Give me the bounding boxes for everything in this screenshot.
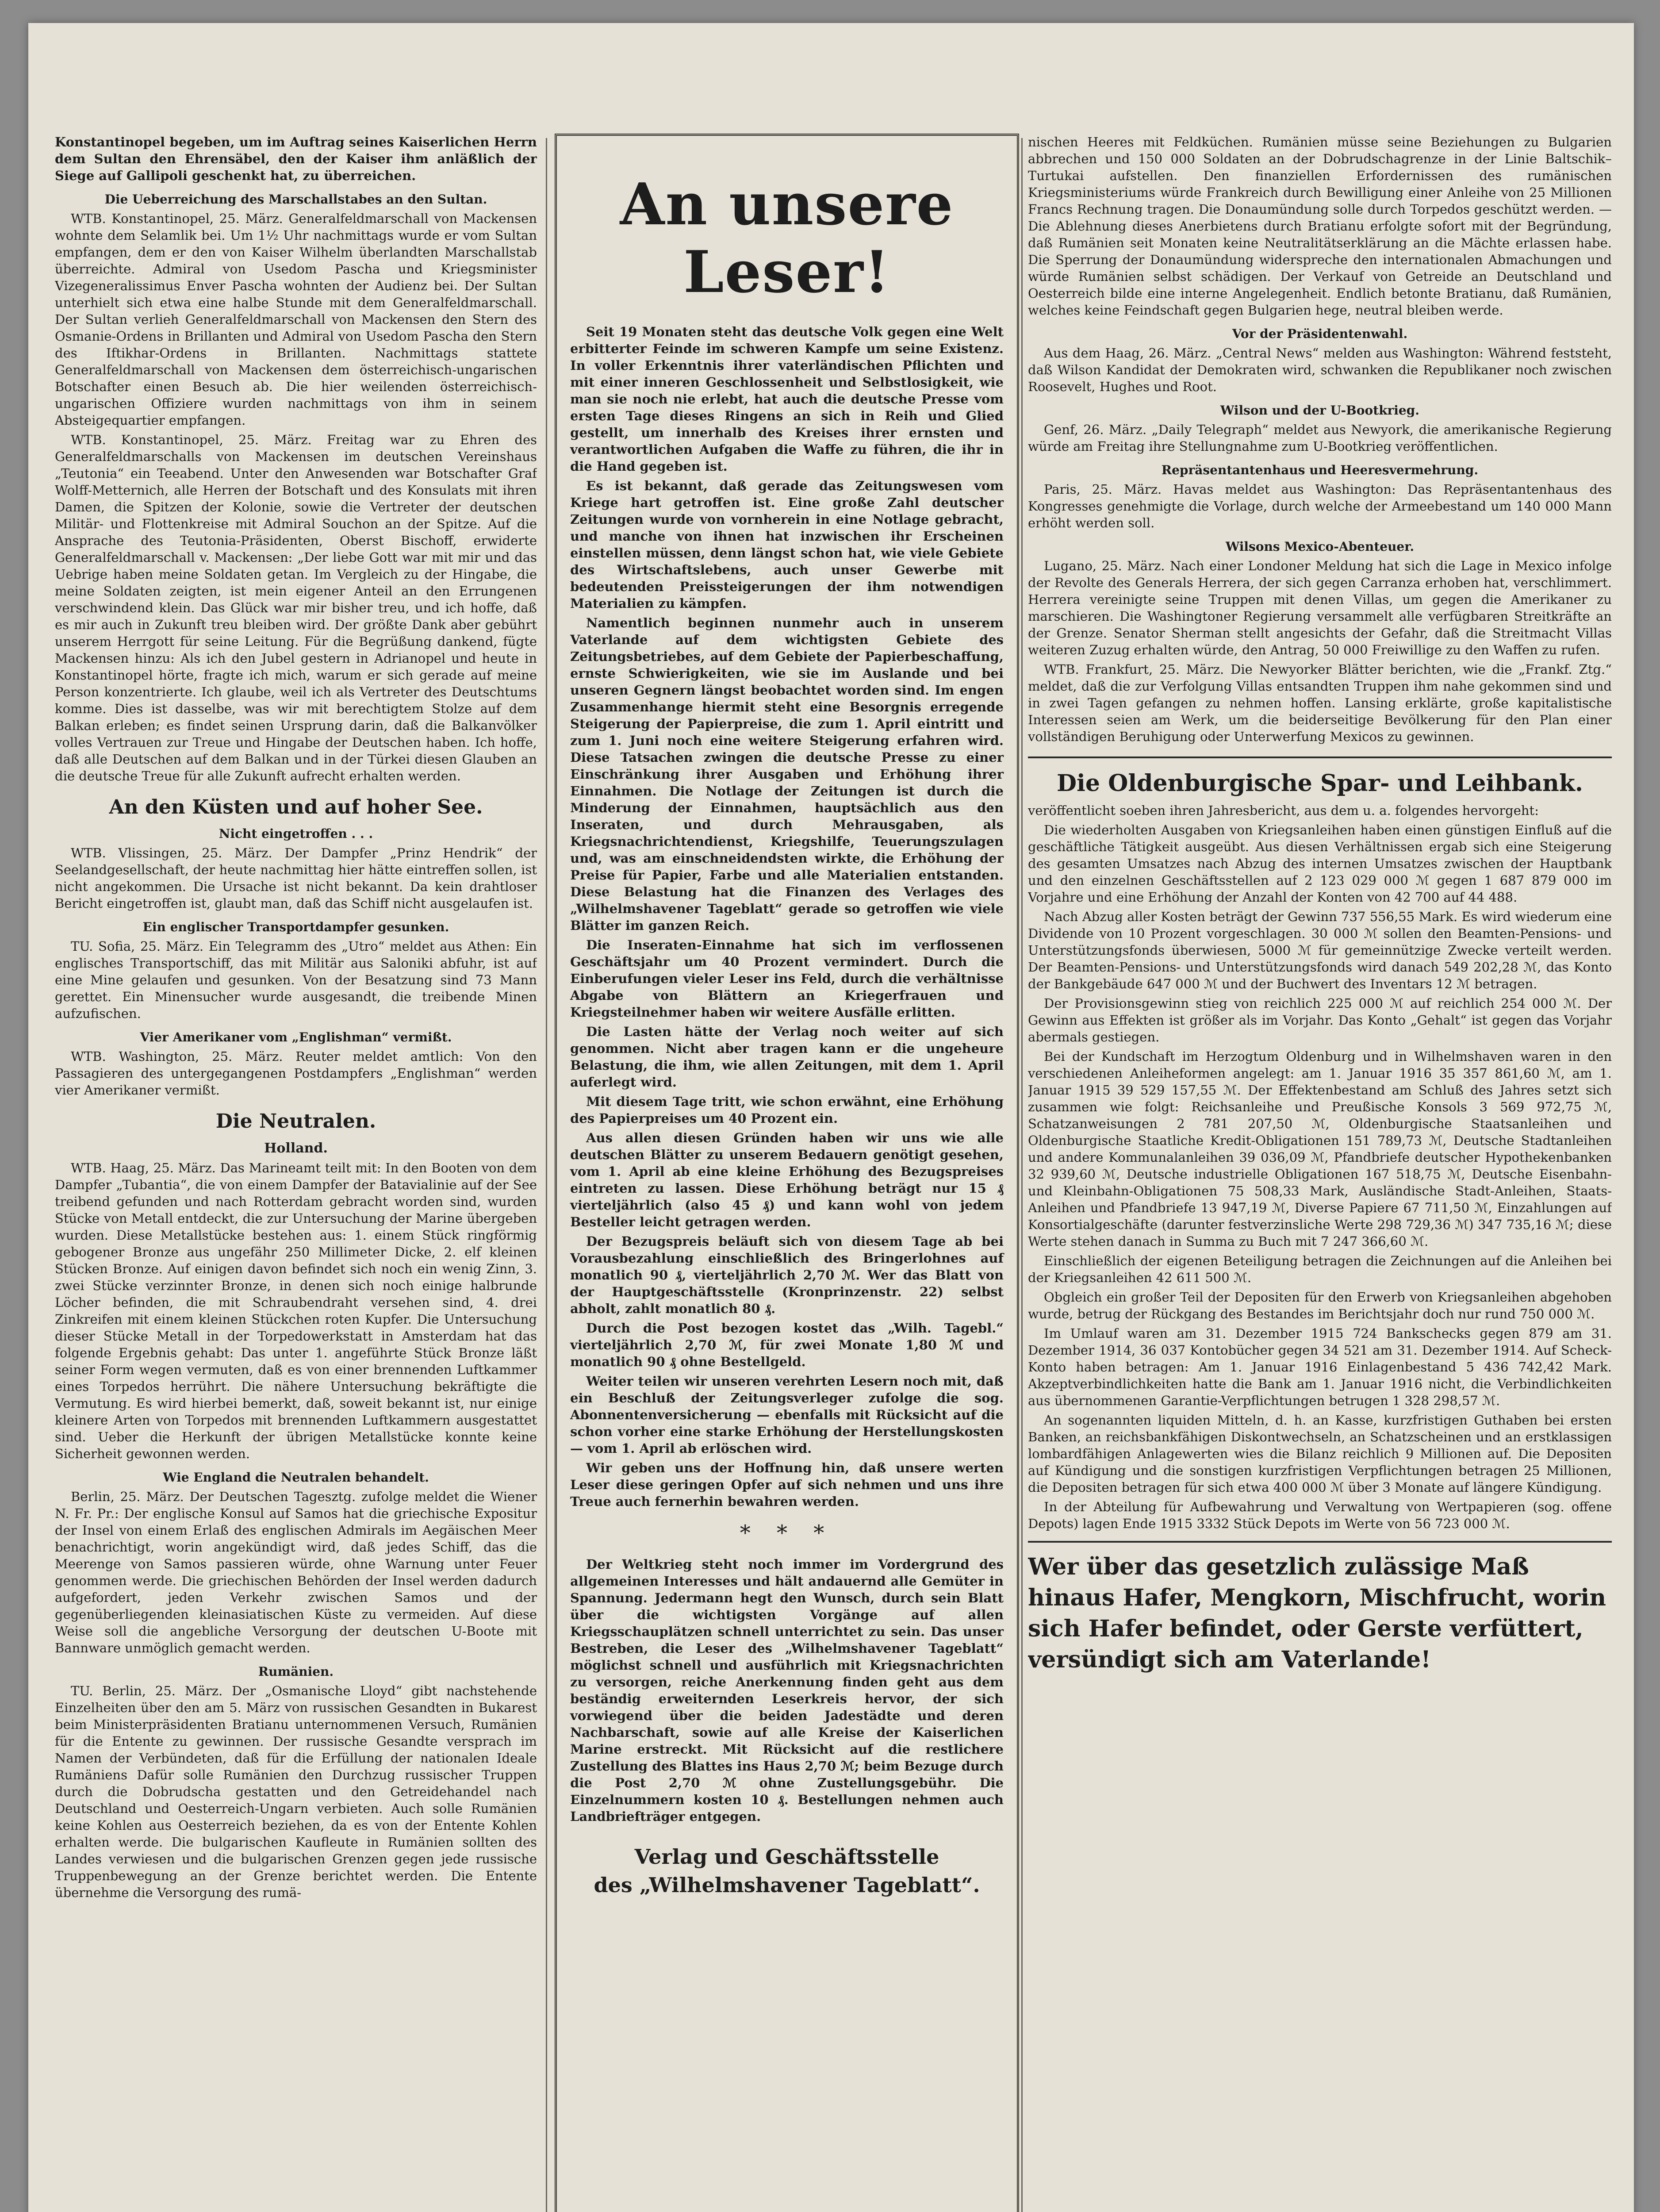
paragraph: In der Abteilung für Aufbewahrung und Verwaltung von Wertpapieren (sog. offene Depots) lagen Ende 1915 3332 Stück Depots im Werte von 56 723 000 ℳ. bbox=[1028, 1499, 1612, 1531]
paragraph: Mit diesem Tage tritt, wie schon erwähnt, eine Erhöhung des Papierpreises um 40 Prozent ein. bbox=[570, 1094, 1004, 1126]
paragraph: Seit 19 Monaten steht das deutsche Volk gegen eine Welt erbitterter Feinde im schweren Kampfe um seine Existenz. In voller Erkenntnis ihrer vaterländischen Pflichten und mit einer inneren Geschlossenheit und Selbstlosigkeit, wie man sie noch nie erlebt, hat auch die deutsche Presse vom ersten Tage dieses Ringens an sich in Reih und Glied gestellt, um innerhalb des Kreises ihrer ernsten und verantwortlichen Aufgaben die Waffe zu führen, die ihr in die Hand gegeben ist. bbox=[570, 324, 1004, 474]
paragraph: Aus allen diesen Gründen haben wir uns wie alle deutschen Blätter zu unserem Bedauern genötigt gesehen, vom 1. April ab eine kleine Erhöhung des Bezugspreises eintreten zu lassen. Diese Erhöhung beträgt nur 15 ₰ vierteljährlich (also 45 ₰) und kann wohl von jedem Besteller leicht getragen werden. bbox=[570, 1130, 1004, 1229]
subheading-marschallstab: Die Ueberreichung des Marschallstabes an den Sultan. bbox=[104, 192, 487, 207]
column-left bbox=[55, 134, 537, 2212]
paragraph: Aus dem Haag, 26. März. „Central News“ melden aus Washington: Während feststeht, daß Wilson Kandidat der Demokraten wird, schwanken die Republikaner noch zwischen Roosevelt, Hughes und Root. bbox=[1028, 346, 1612, 394]
paragraph: Die Lasten hätte der Verlag noch weiter auf sich genommen. Nicht aber tragen kann er die ungeheure Belastung, die ihm, wie allen Zeitungen, mit dem 1. April auferlegt wird. bbox=[570, 1024, 1004, 1090]
paragraph: nischen Heeres mit Feldküchen. Rumänien müsse seine Beziehungen zu Bulgarien abbrechen und 150 000 Soldaten an der Dobrudschagrenze in der Linie Baltschik–Turtukai aufstellen. Den finanziellen Erfordernissen des rumänischen Kriegsministeriums würde Frankreich durch Bewilligung einer Anleihe von 25 Millionen Francs Rechnung tragen. Die Donaumündung solle durch Torpedos geschützt werden. — Die Ablehnung dieses Anerbietens durch Bratianu erfolgte sofort mit der Begründung, daß Rumänien seit Monaten keine Neutralitätserklärung an die Mächte erlassen habe. Die Sperrung der Donaumündung widerspreche den internationalen Abmachungen und würde Rumänien selbst schädigen. Der Verkauf von Getreide an Deutschland und Oesterreich bilde eine interne Angelegenheit. Endlich betonte Bratianu, daß Rumänien, welches keine Feindschaft gegen Bulgarien hege, neutral bleiben werde. bbox=[1028, 134, 1612, 318]
paragraph: Der Provisionsgewinn stieg von reichlich 225 000 ℳ auf reichlich 254 000 ℳ. Der Gewinn aus Effekten ist größer als im Vorjahr. Das Konto „Gehalt“ ist gegen das Vorjahr abermals gestiegen. bbox=[1028, 996, 1612, 1045]
paragraph: Weiter teilen wir unseren verehrten Lesern noch mit, daß ein Beschluß der Zeitungsverleger zufolge die sog. Abonnentenversicherung — ebenfalls mit Rücksicht auf die schon vorher eine starke Erhöhung der Herstellungskosten — vom 1. April ab erlöschen wird. bbox=[570, 1374, 1004, 1456]
paragraph: Namentlich beginnen nunmehr auch in unserem Vaterlande auf dem wichtigsten Gebiete des Zeitungsbetriebes, auf dem Gebiete der Papierbeschaffung, ernste Schwierigkeiten, wie sie im Auslande und bei unseren Gegnern längst beobachtet worden sind. Im engen Zusammenhange hiermit steht eine Besorgnis erregende Steigerung der Papierpreise, die zum 1. April eintritt und zum 1. Juni noch eine weitere Steigerung erfahren wird. Diese Tatsachen zwingen die deutsche Presse zu einer Einschränkung ihrer Ausgaben und Erhöhung ihrer Einnahmen. Die Notlage der Zeitungen ist durch die Minderung der Einnahmen, hauptsächlich aus den Inseraten, und durch Mehrausgaben, als Kriegsnachrichtendienst, Kriegshilfe, Teuerungszulagen und, was am einschneidendsten wirkte, die Erhöhung der Preise für Papier, Farbe und alle Materialien entstanden. Diese Belastung hat die Finanzen des Verlages des „Wilhelmshavener Tageblatt“ gerade so getroffen wie viele Blätter im ganzen Reich. bbox=[570, 615, 1004, 933]
paragraph: WTB. Washington, 25. März. Reuter meldet amtlich: Von den Passagieren des untergegangenen Postdampfers „Englishman“ werden vier Amerikaner vermißt. bbox=[55, 1049, 537, 1098]
separator-stars: * * * bbox=[740, 1521, 834, 1545]
column-divider bbox=[546, 138, 547, 2212]
paragraph: WTB. Konstantinopel, 25. März. Generalfeldmarschall von Mackensen wohnte dem Selamlik bei. Um 1½ Uhr nachmittags wurde er vom Sultan empfangen, dem er den von Kaiser Wilhelm überlandten Marschallstab überreichte. Admiral von Usedom Pascha und Kriegsminister Vizegeneralissimus Enver Pascha wohnten der Audienz bei. Der Sultan unterhielt sich etwa eine halbe Stunde mit dem Generalfeldmarschall. Der Sultan verlieh Generalfeldmarschall von Mackensen den Stern des Osmanie-Ordens in Brillanten und Admiral von Usedom Pascha den Stern des Iftikhar-Ordens in Brillanten. Nachmittags stattete Generalfeldmarschall von Mackensen dem österreichisch-ungarischen Botschafter einen Besuch ab. Die hier weilenden österreichisch-ungarischen Offiziere wurden nachmittags von ihm in seinem Absteigequartier empfangen. bbox=[55, 211, 537, 428]
publisher-line: Verlag und Geschäftsstelle bbox=[634, 1845, 939, 1869]
paragraph: WTB. Frankfurt, 25. März. Die Newyorker Blätter berichten, wie die „Frankf. Ztg.“ meldet, daß die zur Verfolgung Villas entsandten Truppen ihm nahe gekommen sind und in zwei Tagen gefangen zu nehmen hoffen. Lansing erklärte, große kapitalistische Interessen seien am Werk, um die beiderseitige Bevölkerung für den Plan einer vollständigen Beruhigung oder Unterwerfung Mexicos zu gewinnen. bbox=[1028, 662, 1612, 744]
paragraph: Der Bezugspreis beläuft sich von diesem Tage ab bei Vorausbezahlung einschließlich des Bringerlohnes auf monatlich 90 ₰, vierteljährlich 2,70 ℳ. Wer das Blatt von der Hauptgeschäftsstelle (Kronprinzenstr. 22) selbst abholt, zahlt monatlich 80 ₰. bbox=[570, 1234, 1004, 1316]
subheading: Holland. bbox=[264, 1141, 328, 1156]
subheading: Rumänien. bbox=[258, 1664, 334, 1679]
notice-box bbox=[555, 134, 1019, 2212]
paragraph: TU. Berlin, 25. März. Der „Osmanische Lloyd“ gibt nachstehende Einzelheiten über den am 5. März von russischen Gesandten in Bukarest beim Ministerpräsidenten Bratianu unternommenen Versuch, Rumänien für die Entente zu gewinnen. Der russische Gesandte versprach im Namen der Verbündeten, daß für die Erfüllung der nationalen Ideale Rumäniens Dafür solle Rumänien den Durchzug russischer Truppen durch die Dobrudscha gestatten und den Getreidehandel nach Deutschland und Oesterreich-Ungarn verbieten. Auch solle Rumänien keine Kohlen aus Oesterreich beziehen, da es von der Entente Kohlen erhalten werde. Die bulgarischen Kaufleute in Rumänien sollten des Landes verwiesen und die bulgarischen Grenzen gegen jede russische Truppenbewegung an der Grenze berichtet werden. Die Entente übernehme die Versorgung des rumä- bbox=[55, 1683, 537, 1900]
paragraph: Es ist bekannt, daß gerade das Zeitungswesen vom Kriege hart getroffen ist. Eine große Zahl deutscher Zeitungen wurde von vornherein in eine Notlage gebracht, und manche von ihnen hat inzwischen ihr Erscheinen einstellen müssen, denn längst schon hat, wie viele Gebiete des Wirtschaftslebens, auch unser Gewerbe mit bedeutenden Preissteigerungen der ihm notwendigen Materialien zu kämpfen. bbox=[570, 478, 1004, 611]
paragraph: Wir geben uns der Hoffnung hin, daß unsere werten Leser diese geringen Opfer auf sich nehmen und uns ihre Treue auch fernerhin bewahren werden. bbox=[570, 1460, 1004, 1509]
article-intro: Konstantinopel begeben, um im Auftrag seines Kaiserlichen Herrn dem Sultan den Ehrensäbel, den der Kaiser ihm anläßlich der Siege auf Gallipoli geschenkt hat, zu überreichen. bbox=[55, 134, 537, 183]
newspaper-page bbox=[28, 23, 1634, 2212]
bank-heading: Die Oldenburgische Spar- und Leihbank. bbox=[1028, 757, 1612, 797]
paragraph: An sogenannten liquiden Mitteln, d. h. an Kasse, kurzfristigen Guthaben bei ersten Banken, an reichsbankfähigen Diskontwechseln, an Schatzscheinen und an erstklassigen lombardfähigen Anlagewerten wies die Bilanz reichlich 9 Millionen auf. Die Depositen auf Kündigung und die sonstigen kurzfristigen Verpflichtungen betragen 25 Millionen, die Depositen betragen für sich etwa 400 000 ℳ über 3 Monate auf längere Kündigung. bbox=[1028, 1413, 1612, 1495]
subheading: Wilsons Mexico-Abenteuer. bbox=[1225, 539, 1415, 554]
paragraph: veröffentlicht soeben ihren Jahresbericht, aus dem u. a. folgendes hervorgeht: bbox=[1028, 803, 1539, 818]
advertisement-hafer: Wer über das gesetzlich zulässige Maß hinaus Hafer, Mengkorn, Mischfrucht, worin sich Hafer befindet, oder Gerste verfüttert, versündigt sich am Vaterlande! bbox=[1028, 1553, 1606, 1673]
paragraph: Der Weltkrieg steht noch immer im Vordergrund des allgemeinen Interesses und hält andauernd alle Gemüter in Spannung. Jedermann hegt den Wunsch, durch sein Blatt über die wichtigsten Vorgänge auf allen Kriegsschauplätzen schnell unterrichtet zu sein. Das unser Bestreben, die Leser des „Wilhelmshavener Tageblatt“ möglichst schnell und ausführlich mit Kriegsnachrichten zu versorgen, reiche Anerkennung finden geht aus dem beständig erweiternden Leserkreis hervor, der sich vorwiegend über die beiden Jadestädte und deren Nachbarschaft, sowie auf alle Kreise der Kaiserlichen Marine erstreckt. Mit Rücksicht auf die restlichere Zustellung des Blattes ins Haus 2,70 ℳ; beim Bezuge durch die Post 2,70 ℳ ohne Zustellungsgebühr. Die Einzelnummern kosten 10 ₰. Bestellungen nehmen auch Landbriefträger entgegen. bbox=[570, 1557, 1004, 1824]
paragraph: Obgleich ein großer Teil der Depositen für den Erwerb von Kriegsanleihen abgehoben wurde, betrug der Rückgang des Bestandes im Berichtsjahr doch nur rund 750 000 ℳ. bbox=[1028, 1290, 1612, 1321]
paragraph: Durch die Post bezogen kostet das „Wilh. Tagebl.“ vierteljährlich 2,70 ℳ, für zwei Monate 1,80 ℳ und monatlich 90 ₰ ohne Bestellgeld. bbox=[570, 1321, 1004, 1369]
divider-rule bbox=[1028, 1541, 1612, 1543]
section-heading-see: An den Küsten und auf hoher See. bbox=[109, 796, 483, 818]
column-center bbox=[555, 134, 1019, 2212]
subheading: Vier Amerikaner vom „Englishman“ vermißt. bbox=[140, 1030, 452, 1045]
subheading: Nicht eingetroffen . . . bbox=[219, 826, 373, 841]
paragraph: Einschließlich der eigenen Beteiligung betragen die Zeichnungen auf die Anleihen bei der Kriegsanleihen 42 611 500 ℳ. bbox=[1028, 1253, 1612, 1285]
subheading: Ein englischer Transportdampfer gesunken. bbox=[142, 920, 449, 934]
paragraph: Die wiederholten Ausgaben von Kriegsanleihen haben einen günstigen Einfluß auf die geschäftliche Tätigkeit ausgeübt. Aus diesen Verhältnissen ergab sich eine Steigerung des gesamten Umsatzes nach Abzug des internen Umsatzes zwischen der Hauptbank und den einzelnen Geschäftsstellen auf 2 123 029 000 ℳ gegen 1 687 879 000 im Vorjahre und eine Erhöhung der Anzahl der Konten von 42 700 auf 44 488. bbox=[1028, 822, 1612, 905]
notice-title: An unsere Leser! bbox=[620, 170, 954, 306]
paragraph: Nach Abzug aller Kosten beträgt der Gewinn 737 556,55 Mark. Es wird wiederum eine Dividende von 10 Prozent vorgeschlagen. 30 000 ℳ sollen den Beamten-Pensions- und Unterstützungsfonds überwiesen, 5000 ℳ für gemeinnützige Zwecke verteilt werden. Der Beamten-Pensions- und Unterstützungsfonds wird danach 549 202,28 ℳ, das Konto der Bankgebäude 647 000 ℳ und der Buchwert des Inventars 12 ℳ betragen. bbox=[1028, 909, 1612, 991]
paragraph: Paris, 25. März. Havas meldet aus Washington: Das Repräsentantenhaus des Kongresses genehmigte die Vorlage, durch welche der Armeebestand um 140 000 Mann erhöht werden soll. bbox=[1028, 482, 1612, 530]
paragraph: Im Umlauf waren am 31. Dezember 1915 724 Bankschecks gegen 879 am 31. Dezember 1914, 36 037 Kontobücher gegen 34 521 am 31. Dezember 1914. Auf Scheck-Konto haben betragen: Am 1. Januar 1916 Einlagenbestand 5 436 742,42 Mark. Akzeptverbindlichkeiten hatte die Bank am 1. Januar 1916 nicht, die Verbindlichkeiten aus übernommenen Garantie-Verpflichtungen betrugen 1 328 298,57 ℳ. bbox=[1028, 1326, 1612, 1408]
subheading: Wilson und der U-Bootkrieg. bbox=[1220, 403, 1420, 418]
column-right bbox=[1028, 134, 1612, 2212]
paragraph: Die Inseraten-Einnahme hat sich im verflossenen Geschäftsjahr um 40 Prozent vermindert. Durch die Einberufungen vieler Leser ins Feld, durch die verhältnisse Abgabe von Blättern an Kriegerfrauen und Kriegsteilnehmer haben wir weitere Ausfälle erlitten. bbox=[570, 937, 1004, 1020]
subheading: Wie England die Neutralen behandelt. bbox=[163, 1470, 429, 1485]
publisher-signature bbox=[570, 1843, 1004, 1899]
subheading: Repräsentantenhaus und Heeresvermehrung. bbox=[1161, 463, 1479, 477]
paragraph: WTB. Konstantinopel, 25. März. Freitag war zu Ehren des Generalfeldmarschalls von Mackensen im deutschen Vereinshaus „Teutonia“ ein Teeabend. Unter den Anwesenden war Botschafter Graf Wolff-Metternich, alle Herren der Botschaft und des Konsulats mit ihren Damen, die Spitzen der Kolonie, sowie die Vertreter der deutschen Militär- und Flottenkreise mit Admiral Souchon an der Spitze. Auf die Ansprache des Teutonia-Präsidenten, Oberst Bischoff, erwiderte Generalfeldmarschall v. Mackensen: „Der liebe Gott war mit mir und das Uebrige haben meine Soldaten getan. Im Vergleich zu der Hingabe, die meine Soldaten zeigten, ist mein eigener Anteil an den Errungenen verschwindend klein. Das Glück war mir bisher treu, und ich hoffe, daß es mir auch in Zukunft treu bleiben wird. Der größte Dank aber gebührt unserem Herrgott für seine Leitung. Für die Begrüßung dankend, fügte Mackensen hinzu: Als ich den Jubel gestern in Adrianopel und heute in Konstantinopel hörte, fragte ich mich, warum er sich gerade auf meine Person konzentrierte. Ich glaube, weil ich als Vertreter des Deutschtums komme. Dies ist dasselbe, was wir mit berechtigtem Stolze auf dem Balkan erleben; es findet seinen Ursprung darin, daß die Balkanvölker volles Vertrauen zur Treue und Hingabe der Deutschen haben. Ich hoffe, daß alle Deutschen auf dem Balkan und in der Türkei diesen Glauben an die deutsche Treue für alle Zukunft aufrecht erhalten werden. bbox=[55, 432, 537, 783]
paragraph: TU. Sofia, 25. März. Ein Telegramm des „Utro“ meldet aus Athen: Ein englisches Transportschiff, das mit Militär aus Saloniki abfuhr, ist auf eine Mine gelaufen und gesunken. Von der Besatzung sind 73 Mann gerettet. Ein Minensucher wurde ausgesandt, die treibende Minen aufzufischen. bbox=[55, 939, 537, 1021]
paragraph: Genf, 26. März. „Daily Telegraph“ meldet aus Newyork, die amerikanische Regierung würde am Freitag ihre Stellungnahme zum U-Bootkrieg veröffentlichen. bbox=[1028, 422, 1612, 454]
subheading: Vor der Präsidentenwahl. bbox=[1232, 326, 1408, 341]
publisher-line: des „Wilhelmshavener Tageblatt“. bbox=[594, 1873, 980, 1897]
section-heading-neutralen: Die Neutralen. bbox=[215, 1110, 376, 1133]
paragraph: Bei der Kundschaft im Herzogtum Oldenburg und in Wilhelmshaven waren in den verschiedenen Anleiheformen angelegt: am 1. Januar 1916 35 357 861,60 ℳ, am 1. Januar 1915 39 529 157,55 ℳ. Der Effektenbestand am Schluß des Jahres setzt sich zusammen wie folgt: Reichsanleihe und Preußische Konsols 3 569 972,75 ℳ, Schatzanweisungen 2 781 207,50 ℳ, Oldenburgische Staatsanleihen und Oldenburgische Staatliche Kredit-Obligationen 151 789,73 ℳ, Deutsche Stadtanleihen und andere Kommunalanleihen 39 036,09 ℳ, Pfandbriefe deutscher Hypothekenbanken 32 939,60 ℳ, Deutsche industrielle Obligationen 167 518,75 ℳ, Deutsche Eisenbahn- und Kleinbahn-Obligationen 75 508,33 Mark, Ausländische Stadt-Anleihen, Staats-Anleihen und Pfandbriefe 13 947,19 ℳ, Diverse Papiere 67 711,50 ℳ, Einzahlungen auf Konsortialgeschäfte (darunter festverzinsliche Werte 298 729,36 ℳ) 347 735,16 ℳ; diese Werte stehen danach in Summa zu Buch mit 7 247 366,60 ℳ. bbox=[1028, 1049, 1612, 1249]
paragraph: WTB. Vlissingen, 25. März. Der Dampfer „Prinz Hendrik“ der Seelandgesellschaft, der heute nachmittag hier hätte eintreffen sollen, ist nicht angekommen. Die Ursache ist nicht bekannt. Da kein drahtloser Bericht eingetroffen ist, glaubt man, daß das Schiff nicht ausgelaufen ist. bbox=[55, 845, 537, 911]
paragraph: Berlin, 25. März. Der Deutschen Tagesztg. zufolge meldet die Wiener N. Fr. Pr.: Der englische Konsul auf Samos hat die griechische Expositur der Insel von einem Erlaß des englischen Admirals im Aegäischen Meer benachrichtigt, worin angekündigt wird, daß jedes Schiff, das die Meerenge von Samos passieren würde, ohne Warnung unter Feuer genommen werde. Die griechischen Behörden der Insel werden dadurch aufgefordert, jeden Verkehr zwischen Samos und der gegenüberliegenden kleinasiatischen Küste zu vermeiden. Auf diese Weise soll die angebliche Versorgung der deutschen U-Boote mit Bannware unmöglich gemacht werden. bbox=[55, 1489, 537, 1655]
column-divider bbox=[1021, 138, 1023, 2212]
paragraph: Lugano, 25. März. Nach einer Londoner Meldung hat sich die Lage in Mexico infolge der Revolte des Generals Herrera, der sich gegen Carranza erhoben hat, verschlimmert. Herrera vereinigte seine Truppen mit denen Villas, um gegen die Amerikaner zu marschieren. Die Washingtoner Regierung versammelt alle verfügbaren Streitkräfte an der Grenze. Senator Sherman stellt angesichts der Gefahr, daß die Streitmacht Villas weiteren Zuzug erhalten würde, den Antrag, 50 000 Freiwillige zu den Waffen zu rufen. bbox=[1028, 558, 1612, 657]
paragraph: WTB. Haag, 25. März. Das Marineamt teilt mit: In den Booten von dem Dampfer „Tubantia“, die von einem Dampfer der Batavialinie auf der See treibend gefunden und nach Rotterdam gebracht worden sind, wurden Stücke von Metall entdeckt, die zur Untersuchung der Marine übergeben wurden. Diese Metallstücke bestehen aus: 1. einem Stück ringförmig gebogener Bronze aus ungefähr 250 Millimeter Dicke, 2. elf kleinen Stücken Bronze. Auf einigen davon befindet sich noch ein wenig Zinn, 3. zwei Stücke verzinnter Bronze, in denen sich noch einige halbrunde Löcher befinden, die mit Schraubendraht versehen sind, 4. drei Zinkreifen mit einem kleinen Stückchen roten Kupfer. Die Untersuchung dieser Stücke Metall in der Torpedowerkstatt in Amsterdam hat das folgende Ergebnis gehabt: Das unter 1. angeführte Stück Bronze läßt seiner Form wegen vermuten, daß es von einer brennenden Luftkammer eines Torpedos herrührt. Die nähere Untersuchung bekräftigte die Vermutung. Es wird hierbei bemerkt, daß, soweit bekannt ist, nur einige kleinere Arten von Torpedos mit brennenden Luftkammern ausgestattet sind. Ueber die Herkunft der übrigen Metallstücke konnte keine Sicherheit gewonnen werden. bbox=[55, 1160, 537, 1461]
